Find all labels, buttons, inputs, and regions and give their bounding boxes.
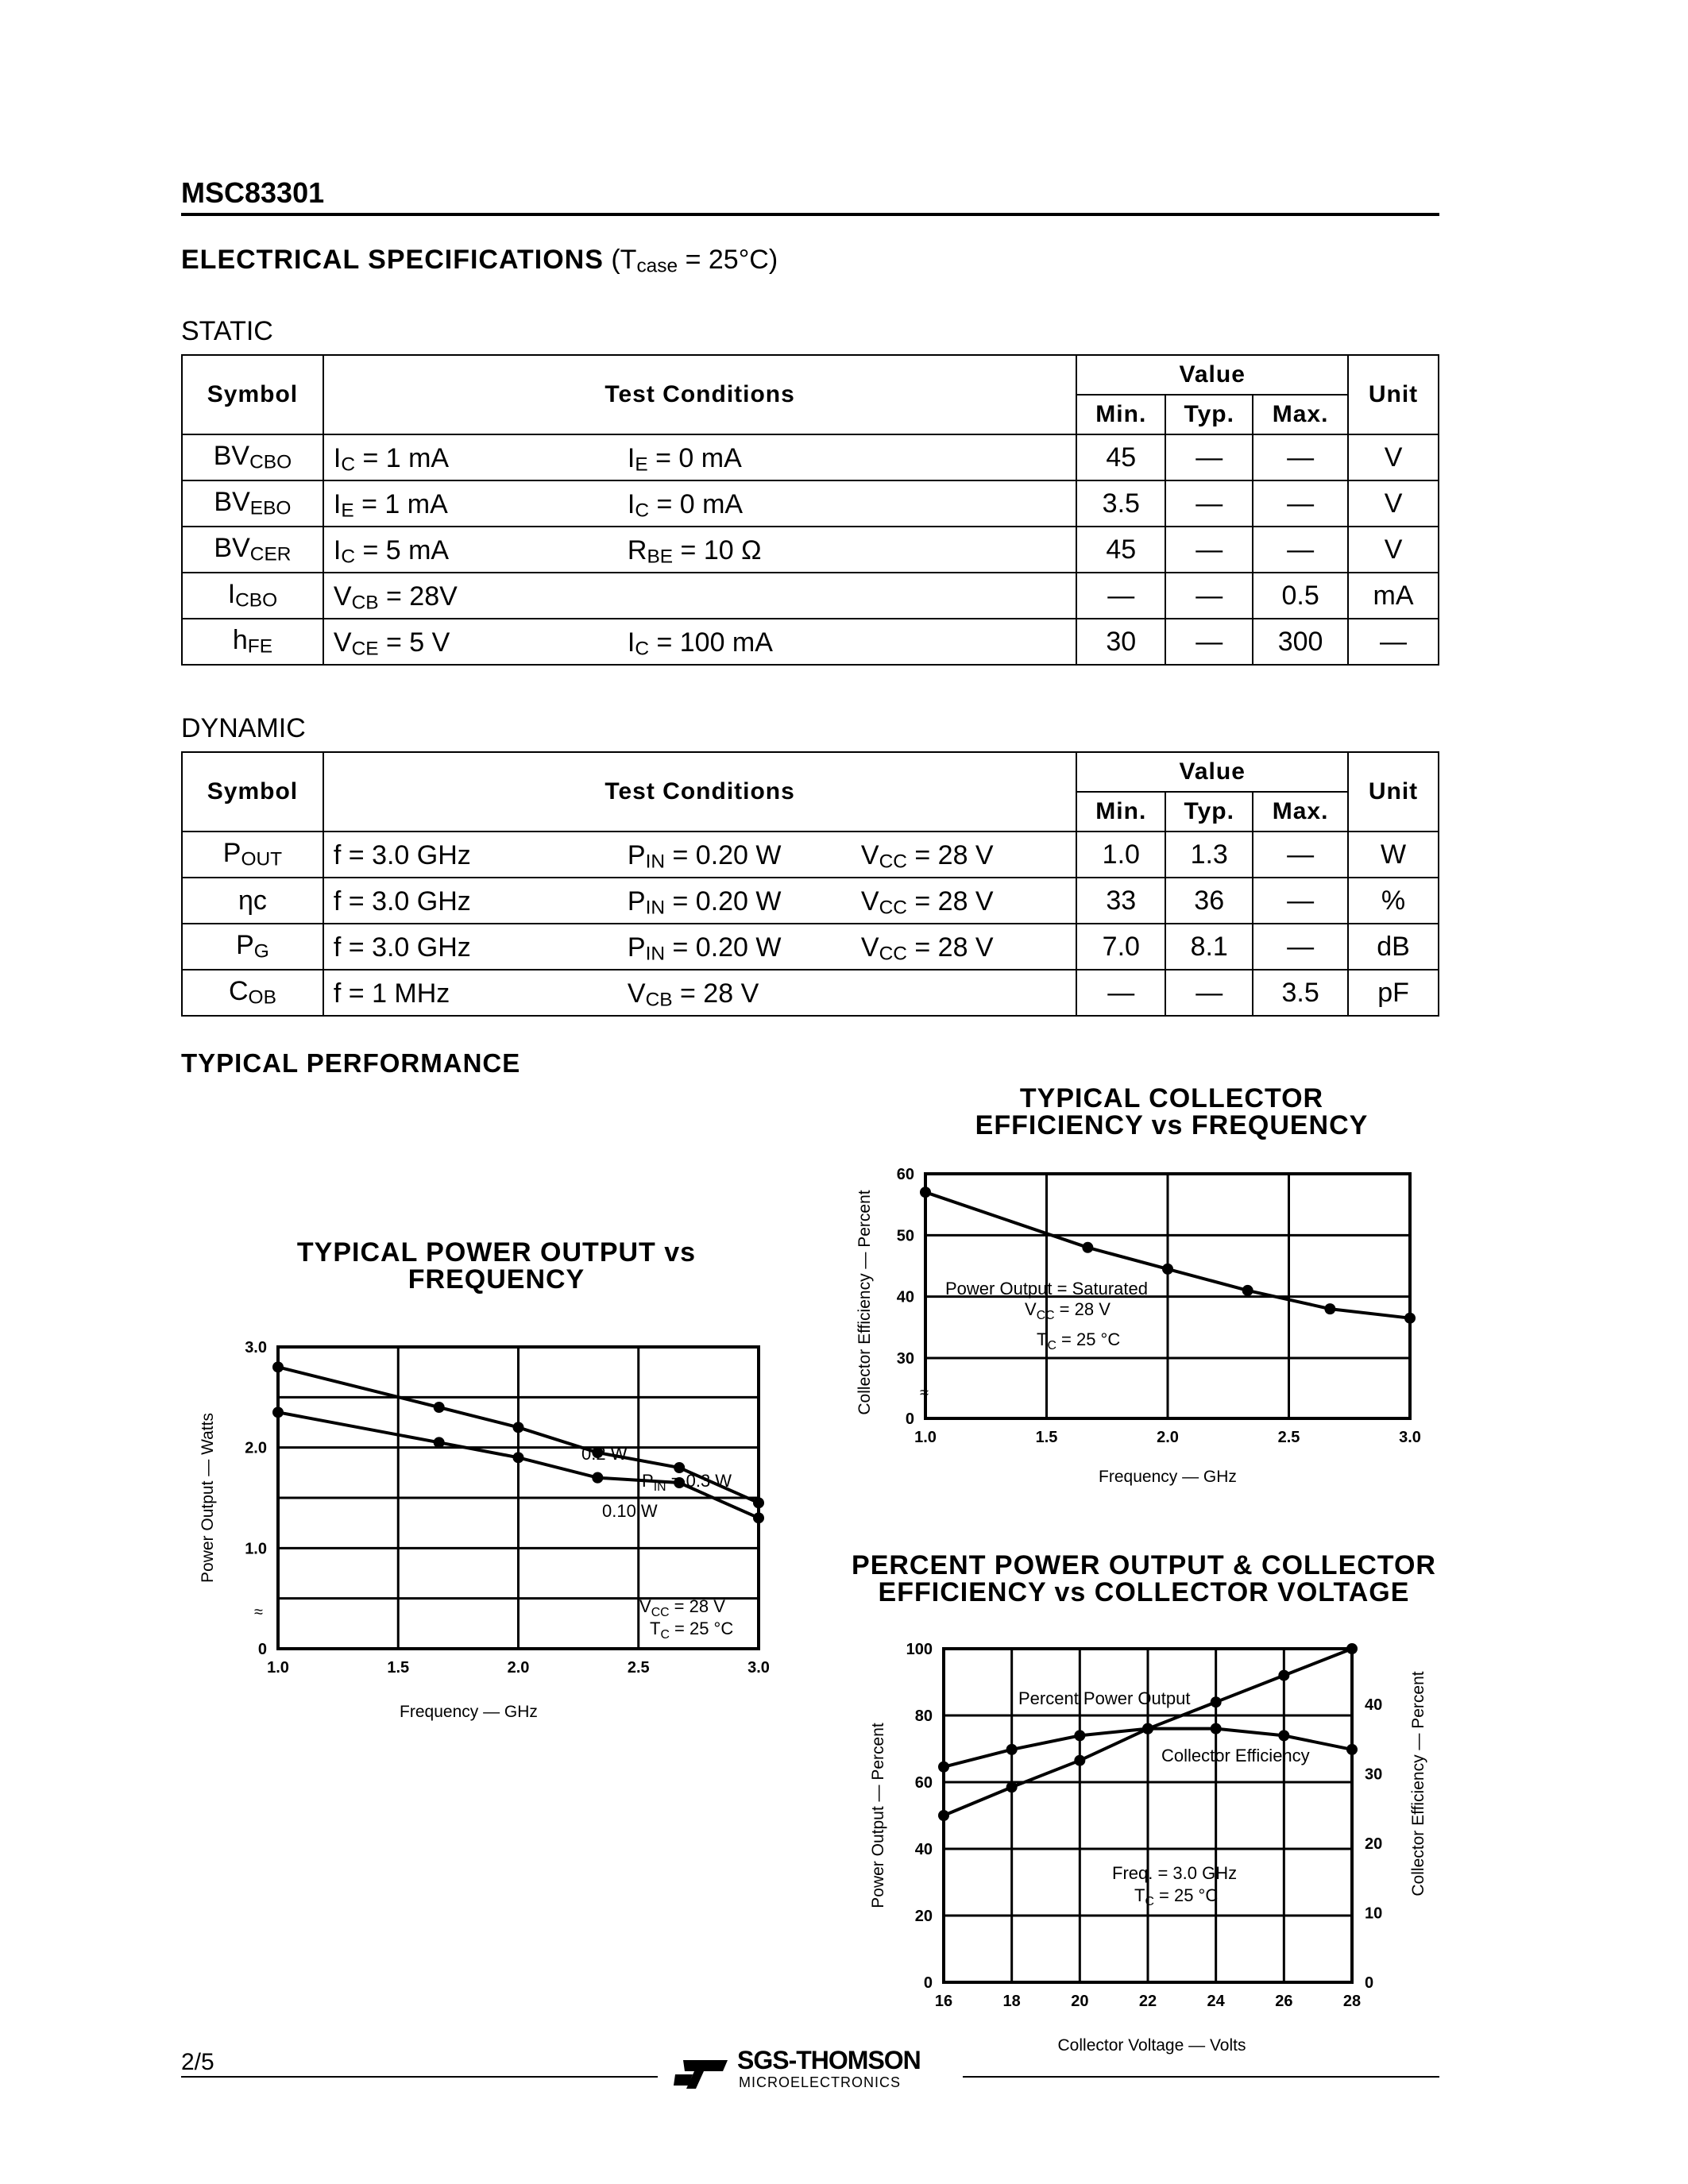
data-point [513,1422,524,1433]
conditions-cell: f = 3.0 GHz $P_{IN} = 0.20$ W $V_{CC} = 28$ V [323,832,1076,878]
conditions-cell: $V_{CE} = 5$ V $I_C = 100$ mA [323,619,1076,665]
symbol-cell: ηc [182,878,323,924]
data-point [753,1512,764,1523]
header-max: Max. [1253,792,1348,832]
x-tick-label: 26 [1275,1993,1293,2010]
data-point [1278,1730,1289,1741]
conditions-cell: f = 1 MHz $V_{CB} = 28$ V [323,970,1076,1016]
min-cell: 45 [1076,434,1165,480]
data-point [938,1810,949,1821]
symbol-cell: $I_{CBO}$ [182,573,323,619]
typ-cell: 36 [1165,878,1253,924]
header-symbol: Symbol [182,752,323,832]
power-output-annotation: Power Output = Saturated [945,1279,1148,1298]
unit-cell: mA [1348,573,1439,619]
typ-cell: — [1165,970,1253,1016]
symbol-cell: $h_{FE}$ [182,619,323,665]
series-label-2: 0.10 W [602,1501,658,1521]
x-tick-label: 18 [1002,1993,1021,2010]
x-tick-label: 2.5 [627,1659,650,1677]
x-tick-label: 1.0 [914,1429,937,1446]
min-cell: 30 [1076,619,1165,665]
x-tick-label: 2.0 [507,1659,530,1677]
tc-annotation: $T_C = 25$ °C [1134,1885,1219,1908]
max-cell: 0.5 [1253,573,1348,619]
header-value: Value [1076,752,1348,792]
y-tick-label: 3.0 [245,1339,267,1356]
specs-heading-bold: ELECTRICAL SPECIFICATIONS [181,245,604,275]
header-unit: Unit [1348,355,1439,434]
unit-cell: V [1348,480,1439,527]
min-cell: — [1076,970,1165,1016]
unit-cell: % [1348,878,1439,924]
typ-cell: 1.3 [1165,832,1253,878]
series-label-1: 0.2 W [581,1444,628,1464]
x-tick-label: 3.0 [747,1659,770,1677]
header-typ: Typ. [1165,792,1253,832]
conditions-cell: f = 3.0 GHz $P_{IN} = 0.20$ W $V_{CC} = 28$ V [323,878,1076,924]
y-tick-label: 60 [914,1774,933,1792]
header-min: Min. [1076,395,1165,434]
page-number: 2/5 [181,2049,214,2075]
x-axis-label: Frequency — GHz [1099,1468,1237,1486]
data-point [1142,1723,1153,1734]
min-cell: 33 [1076,878,1165,924]
data-point [1211,1696,1222,1707]
symbol-cell: $P_G$ [182,924,323,970]
data-point [434,1402,445,1413]
symbol-cell: $BV_{CBO}$ [182,434,323,480]
data-point [1006,1781,1018,1792]
data-point [1242,1285,1253,1296]
symbol-cell: $BV_{CER}$ [182,527,323,573]
x-tick-label: 1.0 [267,1659,289,1677]
unit-cell: — [1348,619,1439,665]
y-tick-label: 40 [896,1288,914,1306]
data-point [920,1187,931,1198]
y-tick-label: 0 [923,1974,933,1992]
min-cell: 1.0 [1076,832,1165,878]
header-max: Max. [1253,395,1348,434]
conditions-cell: $I_C = 1$ mA $I_E = 0$ mA [323,434,1076,480]
max-cell: — [1253,434,1348,480]
header-unit: Unit [1348,752,1439,832]
dynamic-title: DYNAMIC [181,713,306,743]
data-point [1162,1264,1173,1275]
y-tick-label: 40 [914,1841,933,1858]
data-point [434,1437,445,1448]
conditions-cell: $I_E = 1$ mA $I_C = 0$ mA [323,480,1076,527]
data-point [753,1497,764,1508]
typ-cell: — [1165,573,1253,619]
y-tick-label: 1.0 [245,1540,267,1558]
x-axis-label: Collector Voltage — Volts [1057,2036,1246,2055]
header-symbol: Symbol [182,355,323,434]
specs-heading-cond: $(T_{case} = 25^\circ C)$ [611,245,778,277]
min-cell: 3.5 [1076,480,1165,527]
header-typ: Typ. [1165,395,1253,434]
brand-name: SGS-THOMSON [737,2046,921,2074]
y-axis-label: Power Output — Watts [199,1413,217,1583]
x-tick-label: 28 [1342,1993,1362,2010]
conditions-cell: $I_C = 5$ mA $R_{BE} = 10$ Ω [323,527,1076,573]
header-value: Value [1076,355,1348,395]
y-tick-label: 30 [896,1350,914,1368]
max-cell: — [1253,480,1348,527]
y-tick-label: 60 [896,1166,914,1183]
tc-annotation: $T_C = 25$ °C [1037,1329,1121,1352]
y-tick-label-right: 30 [1365,1765,1383,1784]
unit-cell: dB [1348,924,1439,970]
max-cell: 3.5 [1253,970,1348,1016]
unit-cell: pF [1348,970,1439,1016]
performance-heading: TYPICAL PERFORMANCE [181,1048,521,1078]
x-tick-label: 2.0 [1157,1429,1179,1446]
unit-cell: V [1348,527,1439,573]
typ-cell: — [1165,480,1253,527]
y-tick-label: 80 [914,1707,933,1725]
data-point [1404,1313,1416,1324]
st-logo [672,2057,729,2092]
header-conditions: Test Conditions [323,752,1076,832]
tc-annotation: $T_C = 25$ °C [650,1619,734,1642]
y-tick-label-right: 40 [1365,1696,1383,1714]
y-tick-label-right: 20 [1365,1835,1383,1853]
x-tick-label: 1.5 [387,1659,410,1677]
series-label-1: Collector Efficiency [1161,1746,1310,1765]
footer-rule-right [963,2076,1439,2078]
axis-break-mark: ≈ [920,1384,929,1402]
min-cell: 7.0 [1076,924,1165,970]
data-point [272,1361,284,1372]
data-point [513,1452,524,1463]
data-point [1346,1744,1358,1755]
min-cell: 45 [1076,527,1165,573]
series-label-0: Percent Power Output [1018,1688,1191,1708]
part-number: MSC83301 [181,176,325,209]
y-tick-label: 0 [257,1641,267,1658]
x-tick-label: 1.5 [1035,1429,1058,1446]
header-min: Min. [1076,792,1165,832]
symbol-cell: $BV_{EBO}$ [182,480,323,527]
typ-cell: — [1165,434,1253,480]
max-cell: — [1253,924,1348,970]
y-axis-label-right: Collector Efficiency — Percent [1409,1671,1427,1897]
chart3-title: PERCENT POWER OUTPUT & COLLECTOR EFFICIENCY vs COLLECTOR VOLTAGE [852,1550,1436,1607]
x-tick-label: 24 [1207,1993,1225,2010]
x-tick-label: 22 [1138,1993,1157,2010]
y-tick-label: 0 [905,1410,914,1428]
vcc-annotation: $V_{CC} = 28$ V [639,1596,725,1619]
chart1-title: TYPICAL POWER OUTPUT vs FREQUENCY [296,1237,697,1295]
typ-cell: — [1165,527,1253,573]
data-point [1074,1730,1085,1741]
brand-subtitle: MICROELECTRONICS [739,2074,902,2090]
max-cell: — [1253,527,1348,573]
conditions-cell: $V_{CB} = 28V$ [323,573,1076,619]
data-point [272,1406,284,1418]
data-point [938,1761,949,1773]
unit-cell: W [1348,832,1439,878]
symbol-cell: $P_{OUT}$ [182,832,323,878]
unit-cell: V [1348,434,1439,480]
y-tick-label: 100 [906,1641,933,1658]
series-label-0: $P_{IN} = 0.3$ W [642,1471,732,1494]
axis-break-mark: ≈ [254,1603,263,1621]
y-axis-label: Power Output — Percent [869,1723,887,1908]
footer-rule-left [181,2076,658,2078]
symbol-cell: $C_{OB}$ [182,970,323,1016]
data-point [1082,1242,1093,1253]
static-title: STATIC [181,316,273,346]
data-point [1006,1744,1018,1755]
data-point [592,1472,603,1484]
max-cell: — [1253,832,1348,878]
header-conditions: Test Conditions [323,355,1076,434]
vcc-annotation: $V_{CC} = 28$ V [1025,1299,1111,1322]
x-axis-label: Frequency — GHz [400,1703,538,1721]
data-point [1324,1303,1335,1314]
chart2-title: TYPICAL COLLECTOR EFFICIENCY vs FREQUENCY [975,1083,1369,1140]
y-tick-label: 2.0 [245,1439,267,1457]
data-point [1211,1723,1222,1734]
y-tick-label-right: 0 [1365,1974,1374,1992]
data-point [1278,1670,1289,1681]
conditions-cell: f = 3.0 GHz $P_{IN} = 0.20$ W $V_{CC} = 28$ V [323,924,1076,970]
data-point [1074,1755,1085,1766]
freq-annotation: Freq. = 3.0 GHz [1112,1863,1238,1883]
x-tick-label: 16 [934,1993,953,2010]
x-tick-label: 20 [1071,1993,1089,2010]
max-cell: 300 [1253,619,1348,665]
typ-cell: — [1165,619,1253,665]
y-tick-label: 50 [896,1227,914,1245]
max-cell: — [1253,878,1348,924]
min-cell: — [1076,573,1165,619]
y-tick-label: 20 [914,1908,933,1925]
y-axis-label: Collector Efficiency — Percent [856,1190,874,1415]
typ-cell: 8.1 [1165,924,1253,970]
y-tick-label-right: 10 [1365,1904,1383,1923]
data-point [1346,1643,1358,1654]
x-tick-label: 2.5 [1277,1429,1300,1446]
x-tick-label: 3.0 [1399,1429,1421,1446]
